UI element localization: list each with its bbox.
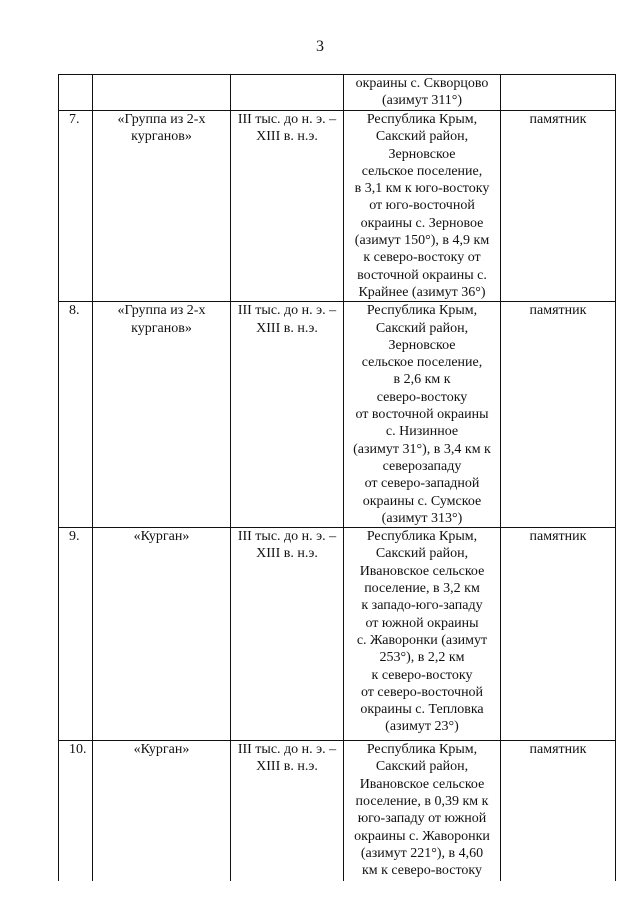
location-line: Зерновское [388, 146, 456, 162]
cell-num [59, 75, 93, 111]
location-line: к северо-востоку [371, 667, 473, 683]
location-line: от южной окраины [365, 615, 479, 631]
cell-date [231, 741, 344, 882]
location-line: (азимут 23°) [385, 719, 459, 735]
date-line: III тыс. до н. э. – [237, 742, 337, 758]
location-line: северо-востоку [376, 389, 468, 405]
location-line: с. Жаворонки (азимут [356, 632, 488, 648]
date-line: III тыс. до н. э. – [237, 529, 337, 545]
name-line: «Группа из 2-х [117, 112, 206, 127]
location-line: Ивановское сельское [359, 776, 485, 792]
location-line: окраины с. Скворцово [355, 76, 489, 91]
date-line: III тыс. до н. э. – [237, 112, 337, 127]
location-line: (азимут 31°), в 3,4 км к [353, 441, 491, 457]
table-row-continuation [59, 75, 616, 111]
name-line: «Группа из 2-х [117, 303, 206, 319]
location-line: (азимут 221°), в 4,60 [360, 845, 484, 861]
location-line: сельское поселение, [361, 355, 483, 371]
cell-type: памятник [501, 302, 616, 528]
location-line: окраины с. Зерновое [360, 215, 484, 231]
location-line: окраины с. Жаворонки [354, 828, 490, 844]
location-line: сельское поселение, [361, 163, 483, 179]
cell-location [344, 111, 501, 302]
location-line: Крайнее (азимут 36°) [358, 284, 486, 300]
cell-num: 7. [59, 111, 93, 302]
table-row [59, 528, 616, 741]
location-line: Сакский район, [375, 546, 469, 562]
cell-location [344, 302, 501, 528]
location-line: поселение, в 3,2 км [364, 581, 480, 597]
location-line: к западо-юго-западу [361, 598, 483, 614]
cell-date [231, 302, 344, 528]
location-line: Республика Крым, [366, 529, 478, 545]
location-line: Ивановское сельское [359, 563, 485, 579]
name-line: «Курган» [133, 529, 190, 545]
cell-num: 10. [59, 741, 93, 882]
page-number: 3 [316, 38, 324, 55]
cell-type: памятник [501, 741, 616, 882]
name-line: «Курган» [133, 742, 190, 758]
cell-name [93, 741, 231, 882]
location-line: (азимут 311°) [381, 93, 463, 109]
cell-num: 8. [59, 302, 93, 528]
cell-name [93, 75, 231, 111]
date-line: XIII в. н.э. [256, 546, 318, 562]
location-line: от юго-восточной [369, 198, 475, 214]
location-line: с. Низинное [385, 424, 459, 440]
location-line: поселение, в 0,39 км к [355, 794, 489, 810]
monuments-table [58, 74, 616, 881]
cell-date [231, 111, 344, 302]
cell-type: памятник [501, 528, 616, 741]
table-row [59, 741, 616, 882]
cell-name [93, 528, 231, 741]
location-line: от северо-восточной [360, 684, 484, 700]
date-line: XIII в. н.э. [256, 759, 318, 775]
cell-location [344, 528, 501, 741]
location-line: в 3,1 км к юго-востоку [354, 181, 490, 197]
location-line: км к северо-востоку [361, 863, 483, 879]
cell-num: 9. [59, 528, 93, 741]
location-line: (азимут 313°) [381, 510, 463, 526]
cell-location [344, 75, 501, 111]
location-line: окраины с. Сумское [362, 493, 482, 509]
location-line: Республика Крым, [366, 303, 478, 319]
location-line: Республика Крым, [366, 112, 478, 127]
location-line: к северо-востоку от [363, 250, 481, 266]
location-line: Республика Крым, [366, 742, 478, 758]
cell-type [501, 75, 616, 111]
date-line: XIII в. н.э. [256, 320, 318, 336]
cell-date [231, 75, 344, 111]
location-line: Сакский район, [375, 129, 469, 145]
date-line: XIII в. н.э. [256, 129, 318, 145]
location-line: Сакский район, [375, 320, 469, 336]
cell-name [93, 302, 231, 528]
location-line: от северо-западной [364, 476, 480, 492]
table-row [59, 111, 616, 302]
date-line: III тыс. до н. э. – [237, 303, 337, 319]
cell-name [93, 111, 231, 302]
location-line: юго-западу от южной [357, 811, 487, 827]
table-body [59, 75, 616, 882]
location-line: окраины с. Тепловка [360, 702, 484, 718]
location-line: в 2,6 км к [393, 372, 451, 388]
location-line: Сакский район, [375, 759, 469, 775]
cell-date [231, 528, 344, 741]
cell-location [344, 741, 501, 882]
location-line: Зерновское [388, 337, 456, 353]
location-line: северозападу [382, 458, 462, 474]
table-row [59, 302, 616, 528]
location-line: (азимут 150°), в 4,9 км [354, 233, 490, 249]
cell-type: памятник [501, 111, 616, 302]
location-line: восточной окраины с. [357, 267, 487, 283]
name-line: курганов» [131, 320, 192, 336]
location-line: 253°), в 2,2 км [379, 650, 465, 666]
name-line: курганов» [131, 129, 192, 145]
location-line: от восточной окраины [355, 407, 489, 423]
